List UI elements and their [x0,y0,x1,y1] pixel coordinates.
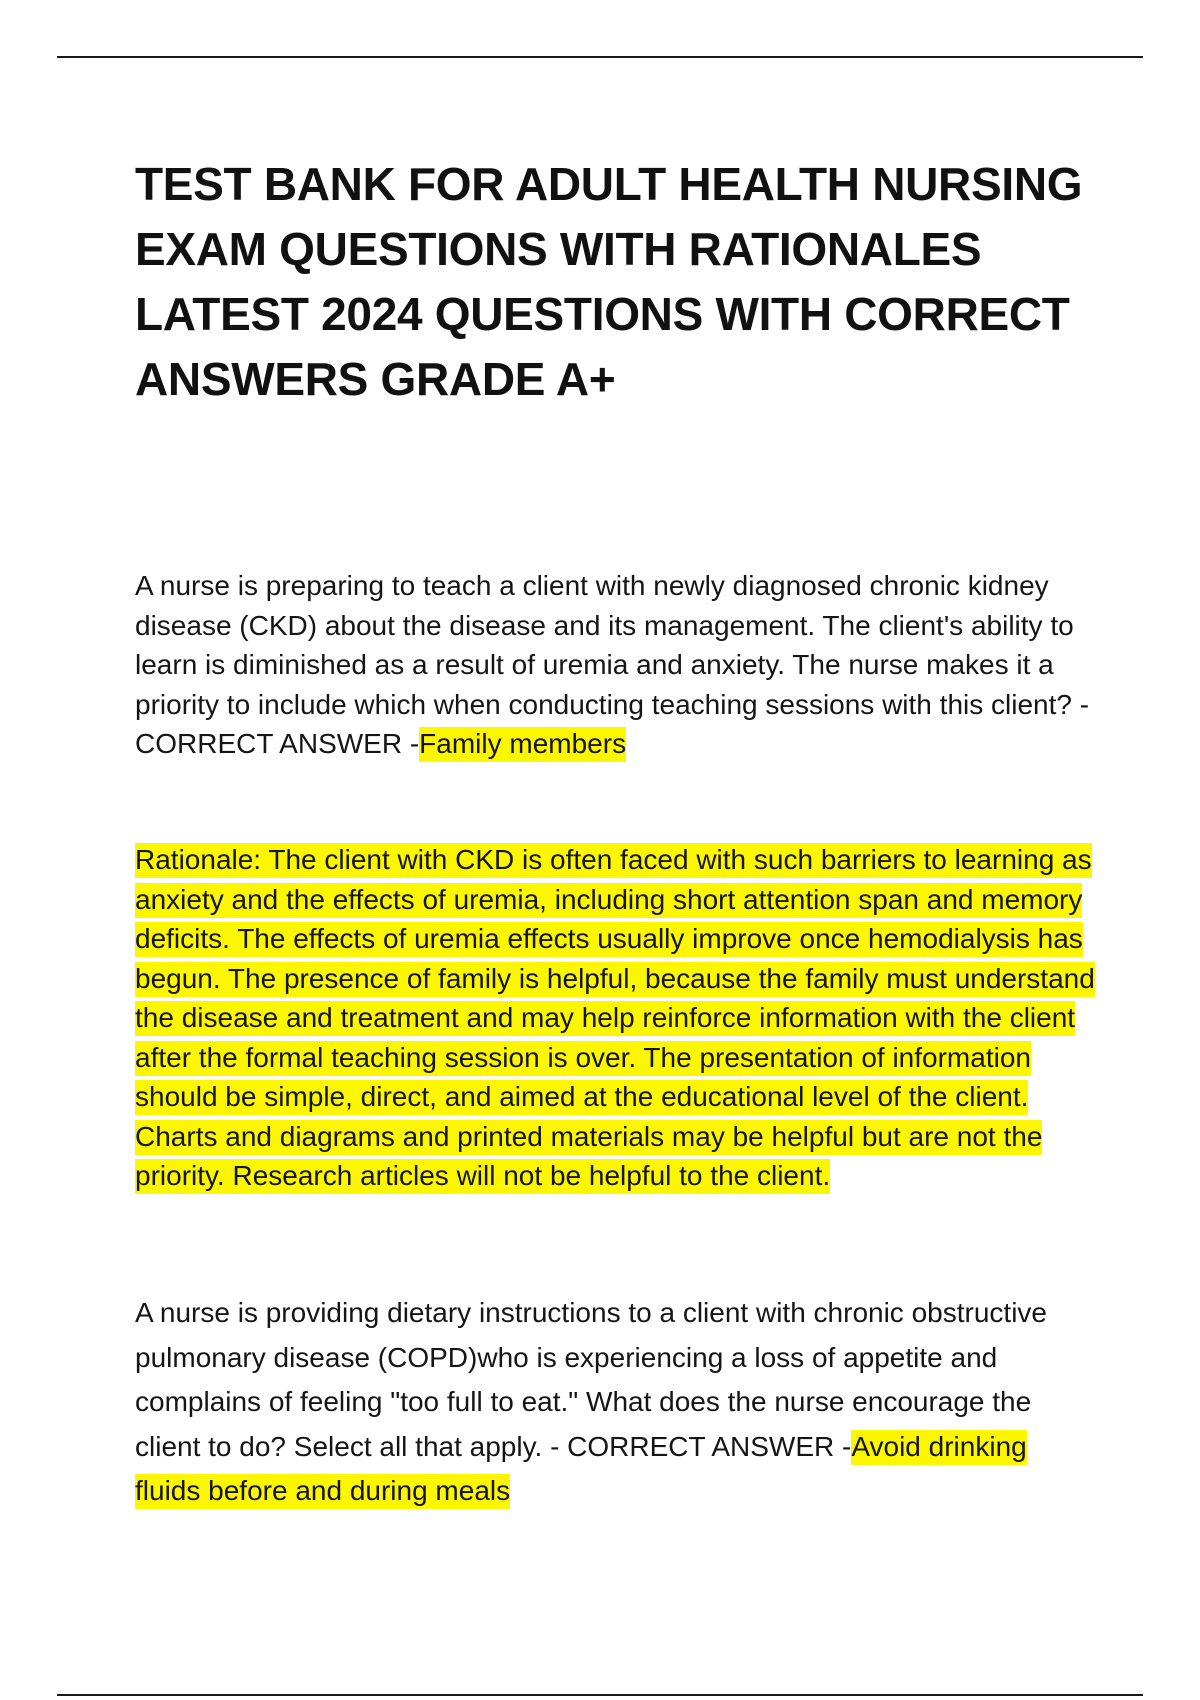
rationale-text: Rationale: The client with CKD is often faced with such barriers to learning as anxiety and the effects of uremia, including short attention span and memory deficits. The effects of uremia effects usually improve once hemodialysis has begun. The presence of family is helpful, because the family must understand the disease and treatment and may help reinforce information with the client after the formal teaching session is over. The presentation of information should be simple, direct, and aimed at the educational level of the client. Charts and diagrams and printed materials may be helpful but are not the priority. Research articles will not be helpful to the client. [135,843,1095,1194]
question-1-answer: Family members [419,727,626,762]
question-2 [135,1291,1095,1514]
bottom-rule [57,1694,1143,1696]
question-1-rationale [135,840,1095,1196]
document-title: TEST BANK FOR ADULT HEALTH NURSING EXAM QUESTIONS WITH RATIONALES LATEST 2024 QUESTIONS WITH CORRECT ANSWERS GRADE A+ [135,158,1083,405]
question-1 [135,566,1095,764]
question-1-text: A nurse is preparing to teach a client with newly diagnosed chronic kidney disease (CKD) about the disease and its management. The client's ability to learn is diminished as a result of uremia and anxiety. The nurse makes it a priority to include which when conducting teaching sessions with this client? - CORRECT ANSWER - [135,570,1090,759]
top-rule [57,56,1143,58]
question-2-text: A nurse is providing dietary instructions to a client with chronic obstructive pulmonary disease (COPD)who is experiencing a loss of appetite and complains of feeling "too full to eat." What does the nurse encourage the client to do? Select all that apply. - CORRECT ANSWER - [135,1297,1047,1462]
question-2-answer: Avoid drinking fluids before and during meals [135,1430,1027,1510]
